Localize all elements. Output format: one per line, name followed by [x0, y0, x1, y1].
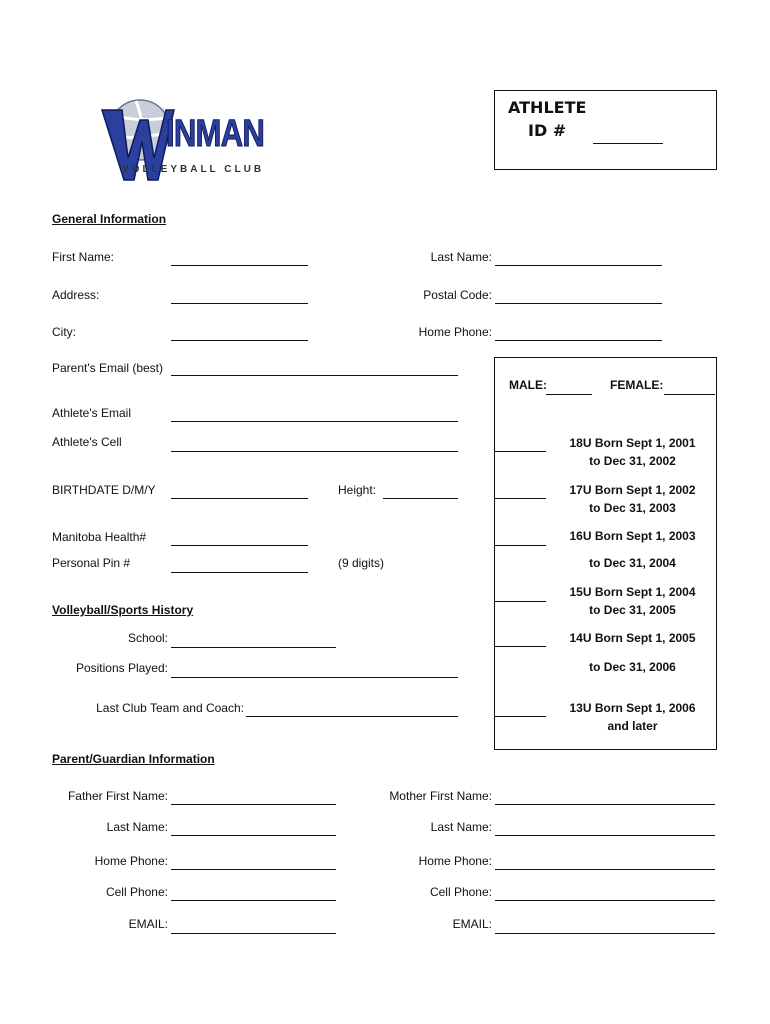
postal-code-field[interactable] [495, 303, 662, 304]
address-field[interactable] [171, 303, 308, 304]
first-name-field[interactable] [171, 265, 308, 266]
postal-code-label: Postal Code: [423, 288, 492, 302]
mother-last-name-label: Last Name: [430, 820, 492, 834]
father-home-phone-label: Home Phone: [94, 854, 168, 868]
guardian-heading: Parent/Guardian Information [52, 752, 215, 766]
birthdate-label: BIRTHDATE D/M/Y [52, 483, 156, 497]
mother-cell-phone-field[interactable] [495, 900, 715, 901]
age-group-16u-checkbox[interactable] [495, 545, 546, 546]
athlete-email-label: Athlete's Email [52, 406, 131, 420]
club-logo [96, 92, 276, 184]
mother-last-name-field[interactable] [495, 835, 715, 836]
father-cell-phone-label: Cell Phone: [105, 885, 168, 899]
age-group-14u-checkbox[interactable] [495, 646, 546, 647]
address-label: Address: [52, 288, 100, 302]
age-group-15u-checkbox[interactable] [495, 601, 546, 602]
positions-played-label: Positions Played: [75, 661, 168, 675]
age-group-13u-checkbox[interactable] [495, 716, 546, 717]
father-last-name-label: Last Name: [106, 820, 168, 834]
age-group-17u-line1: 17U Born Sept 1, 2002 [569, 483, 696, 497]
personal-pin-field[interactable] [171, 572, 308, 573]
general-info-heading: General Information [52, 212, 167, 226]
mother-home-phone-label: Home Phone: [418, 854, 492, 868]
school-field[interactable] [171, 647, 336, 648]
age-group-15u-line1: 15U Born Sept 1, 2004 [569, 585, 696, 599]
age-group-14u-line1: 14U Born Sept 1, 2005 [569, 631, 696, 645]
age-group-18u-line2: to Dec 31, 2002 [589, 454, 676, 468]
home-phone-field[interactable] [495, 340, 662, 341]
manitoba-health-label: Manitoba Health# [52, 530, 147, 544]
age-group-16u-line2: to Dec 31, 2004 [589, 556, 676, 570]
last-name-field[interactable] [495, 265, 662, 266]
nine-digits-note: (9 digits) [338, 556, 385, 570]
logo-brand-text: INMAN [166, 113, 265, 155]
age-group-13u-line1: 13U Born Sept 1, 2006 [569, 701, 696, 715]
age-group-17u-line2: to Dec 31, 2003 [589, 501, 676, 515]
athlete-email-field[interactable] [171, 421, 458, 422]
mother-cell-phone-label: Cell Phone: [429, 885, 492, 899]
parent-email-field[interactable] [171, 375, 458, 376]
manitoba-health-field[interactable] [171, 545, 308, 546]
athlete-cell-label: Athlete's Cell [52, 435, 122, 449]
father-last-name-field[interactable] [171, 835, 336, 836]
athlete-cell-field[interactable] [171, 451, 458, 452]
last-name-label: Last Name: [430, 250, 492, 264]
mother-home-phone-field[interactable] [495, 869, 715, 870]
athlete-id-label-line2: ID # [528, 121, 567, 140]
mother-email-label: EMAIL: [452, 917, 492, 931]
age-group-14u-line2: to Dec 31, 2006 [589, 660, 676, 674]
father-email-field[interactable] [171, 933, 336, 934]
male-label: MALE: [509, 378, 547, 392]
athlete-id-box [494, 90, 717, 170]
female-field[interactable] [664, 394, 715, 395]
logo-subtitle: VOLLEYBALL CLUB [122, 164, 265, 175]
male-field[interactable] [546, 394, 592, 395]
female-label: FEMALE: [610, 378, 664, 392]
age-group-15u-line2: to Dec 31, 2005 [589, 603, 676, 617]
first-name-label: First Name: [52, 250, 115, 264]
father-home-phone-field[interactable] [171, 869, 336, 870]
last-club-label: Last Club Team and Coach: [96, 701, 244, 715]
age-group-18u-checkbox[interactable] [495, 451, 546, 452]
positions-played-field[interactable] [171, 677, 458, 678]
height-label: Height: [338, 483, 377, 497]
mother-first-name-field[interactable] [495, 804, 715, 805]
athlete-id-label-line1: ATHLETE [508, 98, 587, 117]
age-group-17u-checkbox[interactable] [495, 498, 546, 499]
parent-email-label: Parent's Email (best) [52, 361, 163, 375]
home-phone-label: Home Phone: [418, 325, 492, 339]
mother-first-name-label: Mother First Name: [389, 789, 492, 803]
birthdate-field[interactable] [171, 498, 308, 499]
last-club-field[interactable] [246, 716, 458, 717]
father-cell-phone-field[interactable] [171, 900, 336, 901]
city-label: City: [52, 325, 76, 339]
height-field[interactable] [383, 498, 458, 499]
father-email-label: EMAIL: [128, 917, 168, 931]
personal-pin-label: Personal Pin # [52, 556, 131, 570]
city-field[interactable] [171, 340, 308, 341]
sports-history-heading: Volleyball/Sports History [52, 603, 194, 617]
age-group-16u-line1: 16U Born Sept 1, 2003 [569, 529, 696, 543]
school-label: School: [127, 631, 168, 645]
age-group-18u-line1: 18U Born Sept 1, 2001 [569, 436, 696, 450]
age-group-13u-line2: and later [607, 719, 658, 733]
athlete-id-field[interactable] [593, 143, 663, 144]
father-first-name-label: Father First Name: [67, 789, 168, 803]
mother-email-field[interactable] [495, 933, 715, 934]
father-first-name-field[interactable] [171, 804, 336, 805]
